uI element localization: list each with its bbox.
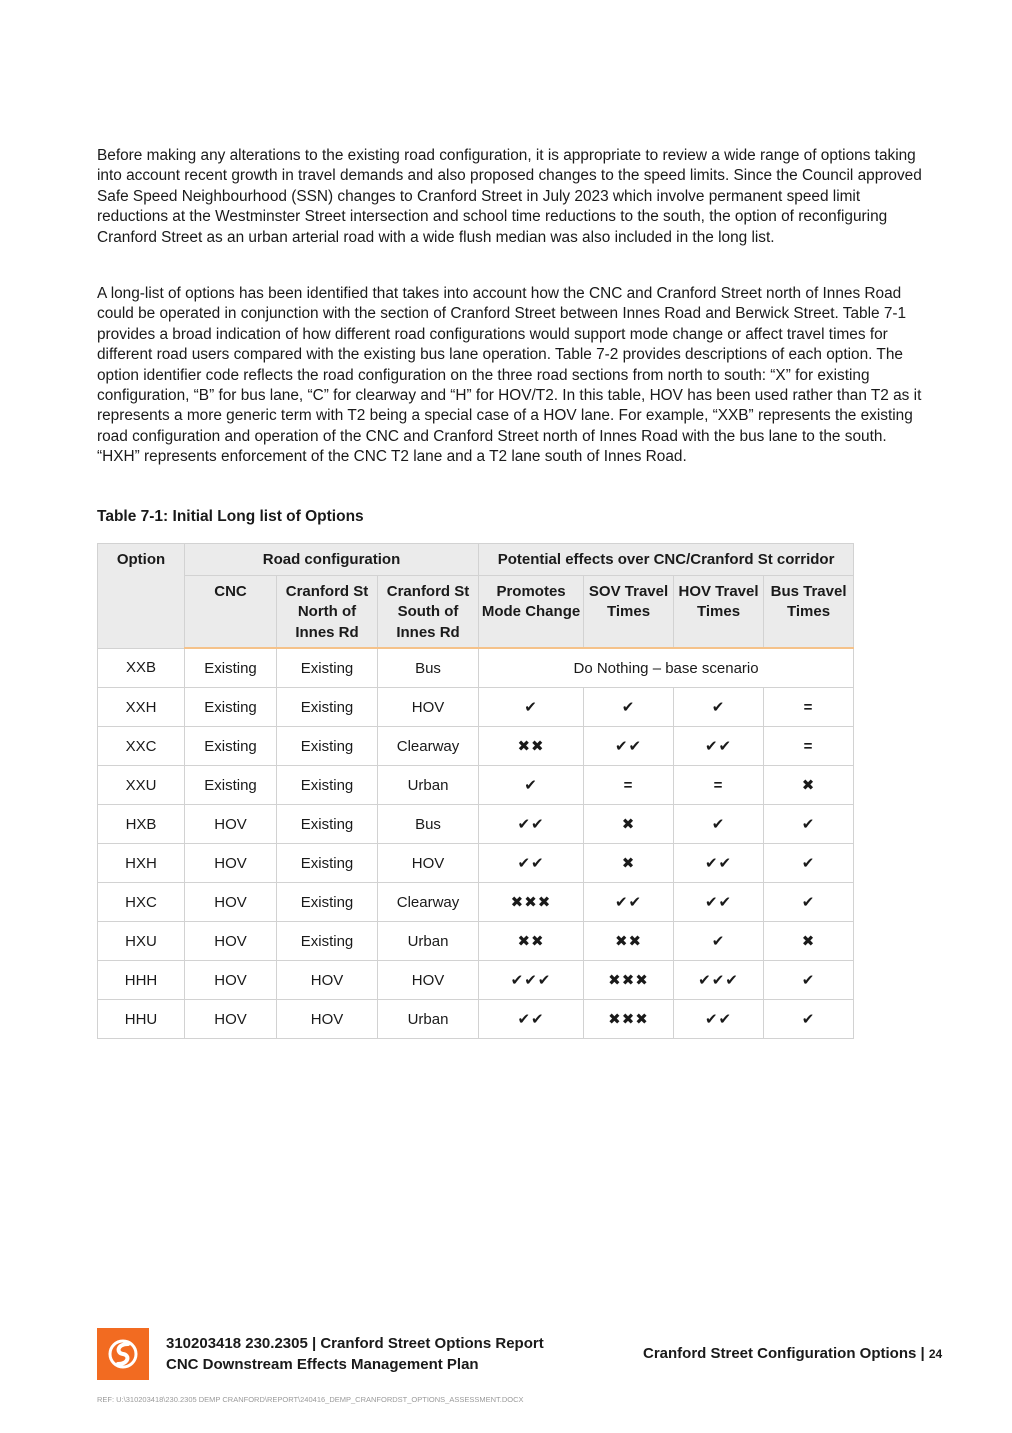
cell-hov: = xyxy=(674,766,764,805)
header-cnc: CNC xyxy=(185,575,277,648)
header-hov-travel-times: HOV Travel Times xyxy=(674,575,764,648)
cell-cnc: Existing xyxy=(185,688,277,727)
cell-south: HOV xyxy=(378,688,479,727)
cell-option: HXH xyxy=(98,844,185,883)
cell-cnc: Existing xyxy=(185,766,277,805)
cell-south: Urban xyxy=(378,766,479,805)
header-potential-effects: Potential effects over CNC/Cranford St corridor xyxy=(479,544,854,576)
cell-bus: ✔ xyxy=(764,883,854,922)
cell-option: HXU xyxy=(98,922,185,961)
table-row xyxy=(98,805,854,844)
cell-north: Existing xyxy=(277,883,378,922)
footer-section xyxy=(643,1345,942,1362)
cell-hov: ✔✔ xyxy=(674,1000,764,1039)
cell-hov: ✔ xyxy=(674,688,764,727)
table-row xyxy=(98,727,854,766)
cell-bus: ✖ xyxy=(764,766,854,805)
cell-sov: ✖ xyxy=(584,805,674,844)
table-row xyxy=(98,766,854,805)
cell-south: Clearway xyxy=(378,883,479,922)
table-row-base xyxy=(98,648,854,688)
cell-north: Existing xyxy=(277,648,378,688)
cell-bus: ✔ xyxy=(764,844,854,883)
cell-bus: ✖ xyxy=(764,922,854,961)
cell-bus: = xyxy=(764,727,854,766)
cell-mode: ✔✔ xyxy=(479,805,584,844)
cell-north: HOV xyxy=(277,961,378,1000)
options-paragraph: A long-list of options has been identified that takes into account how the CNC and Cranford Street north of Innes Road could be operated in conjunction with the section of Cranford Street between Innes Road and Berwick Street. Table 7-1 provides a broad indication of how different road configurations would support mode change or affect travel times for different road users compared with the existing bus lane operation. Table 7-2 provides descriptions of each option. The option identifier code reflects the road configuration on the three road sections from north to south: “X” for existing configuration, “B” for bus lane, “C” for clearway and “H” for HOV/T2. In this table, HOV has been used rather than T2 as it represents a more generic term with T2 being a special case of a HOV lane. For example, “XXB” represents the existing road configuration and operation of the CNC and Cranford Street north of Innes Road with the bus lane to the south. “HXH” represents enforcement of the CNC T2 lane and a T2 lane south of Innes Road. xyxy=(97,285,922,466)
header-option: Option xyxy=(98,544,185,649)
cell-mode: ✔ xyxy=(479,688,584,727)
cell-bus: ✔ xyxy=(764,1000,854,1039)
options-table xyxy=(97,543,854,1039)
cell-option: HHU xyxy=(98,1000,185,1039)
cell-cnc: HOV xyxy=(185,961,277,1000)
footer-report-info xyxy=(166,1334,544,1375)
cell-north: Existing xyxy=(277,727,378,766)
cell-sov: = xyxy=(584,766,674,805)
cell-north: Existing xyxy=(277,688,378,727)
table-row xyxy=(98,883,854,922)
cell-hov: ✔ xyxy=(674,922,764,961)
cell-north: Existing xyxy=(277,766,378,805)
footer-plan-line: CNC Downstream Effects Management Plan xyxy=(166,1355,479,1373)
cell-hov: ✔✔ xyxy=(674,883,764,922)
cell-cnc: Existing xyxy=(185,648,277,688)
cell-sov: ✖✖✖ xyxy=(584,1000,674,1039)
table-row xyxy=(98,688,854,727)
document-reference: REF: U:\310203418\230.2305 DEMP CRANFORD\REPORT\240416_DEMP_CRANFORDST_OPTIONS_ASSESSMENT.DOCX xyxy=(97,1395,524,1404)
cell-option: XXC xyxy=(98,727,185,766)
cell-hov: ✔✔ xyxy=(674,727,764,766)
cell-base-scenario: Do Nothing – base scenario xyxy=(479,648,854,688)
cell-north: HOV xyxy=(277,1000,378,1039)
cell-north: Existing xyxy=(277,844,378,883)
table-header-row xyxy=(98,544,854,576)
cell-mode: ✔✔ xyxy=(479,1000,584,1039)
cell-mode: ✔ xyxy=(479,766,584,805)
cell-sov: ✖✖✖ xyxy=(584,961,674,1000)
cell-option: HXC xyxy=(98,883,185,922)
cell-south: Bus xyxy=(378,648,479,688)
cell-bus: ✔ xyxy=(764,961,854,1000)
cell-option: XXH xyxy=(98,688,185,727)
cell-bus: = xyxy=(764,688,854,727)
table-row xyxy=(98,1000,854,1039)
cell-option: HXB xyxy=(98,805,185,844)
table-subheader-row xyxy=(98,575,854,648)
cell-mode: ✖✖ xyxy=(479,922,584,961)
cell-north: Existing xyxy=(277,922,378,961)
stantec-logo-icon xyxy=(97,1328,149,1380)
cell-cnc: Existing xyxy=(185,727,277,766)
footer-section-title: Cranford Street Configuration Options | xyxy=(643,1345,925,1362)
header-promotes-mode-change: Promotes Mode Change xyxy=(479,575,584,648)
cell-south: Urban xyxy=(378,1000,479,1039)
cell-mode: ✖✖ xyxy=(479,727,584,766)
cell-south: HOV xyxy=(378,844,479,883)
cell-mode: ✔✔✔ xyxy=(479,961,584,1000)
cell-sov: ✔✔ xyxy=(584,883,674,922)
cell-cnc: HOV xyxy=(185,883,277,922)
cell-south: Bus xyxy=(378,805,479,844)
header-bus-travel-times: Bus Travel Times xyxy=(764,575,854,648)
company-logo xyxy=(97,1328,149,1380)
cell-hov: ✔✔ xyxy=(674,844,764,883)
cell-south: Clearway xyxy=(378,727,479,766)
header-cranford-south: Cranford St South of Innes Rd xyxy=(378,575,479,648)
header-sov-travel-times: SOV Travel Times xyxy=(584,575,674,648)
cell-option: XXU xyxy=(98,766,185,805)
cell-north: Existing xyxy=(277,805,378,844)
table-row xyxy=(98,922,854,961)
cell-mode: ✖✖✖ xyxy=(479,883,584,922)
cell-cnc: HOV xyxy=(185,805,277,844)
table-caption: Table 7-1: Initial Long list of Options xyxy=(97,508,364,525)
cell-sov: ✔✔ xyxy=(584,727,674,766)
footer-report-line: 310203418 230.2305 | Cranford Street Options Report xyxy=(166,1335,544,1352)
cell-cnc: HOV xyxy=(185,844,277,883)
cell-hov: ✔✔✔ xyxy=(674,961,764,1000)
table-row xyxy=(98,961,854,1000)
cell-south: HOV xyxy=(378,961,479,1000)
cell-bus: ✔ xyxy=(764,805,854,844)
cell-cnc: HOV xyxy=(185,1000,277,1039)
cell-sov: ✔ xyxy=(584,688,674,727)
cell-sov: ✖ xyxy=(584,844,674,883)
cell-option: XXB xyxy=(98,648,185,688)
cell-mode: ✔✔ xyxy=(479,844,584,883)
cell-sov: ✖✖ xyxy=(584,922,674,961)
intro-paragraph: Before making any alterations to the existing road configuration, it is appropriate to review a wide range of options taking into account recent growth in travel demands and also proposed changes to the speed limits. Since the Council approved Safe Speed Neighbourhood (SSN) changes to Cranford Street in July 2023 which involve permanent speed limit reductions at the Westminster Street intersection and school time reductions to the south, the option of reconfiguring Cranford Street as an urban arterial road with a wide flush median was also included in the long list. xyxy=(97,147,922,246)
cell-cnc: HOV xyxy=(185,922,277,961)
cell-south: Urban xyxy=(378,922,479,961)
cell-option: HHH xyxy=(98,961,185,1000)
cell-hov: ✔ xyxy=(674,805,764,844)
page-number: 24 xyxy=(928,1347,943,1361)
header-road-configuration: Road configuration xyxy=(185,544,479,576)
header-cranford-north: Cranford St North of Innes Rd xyxy=(277,575,378,648)
table-row xyxy=(98,844,854,883)
